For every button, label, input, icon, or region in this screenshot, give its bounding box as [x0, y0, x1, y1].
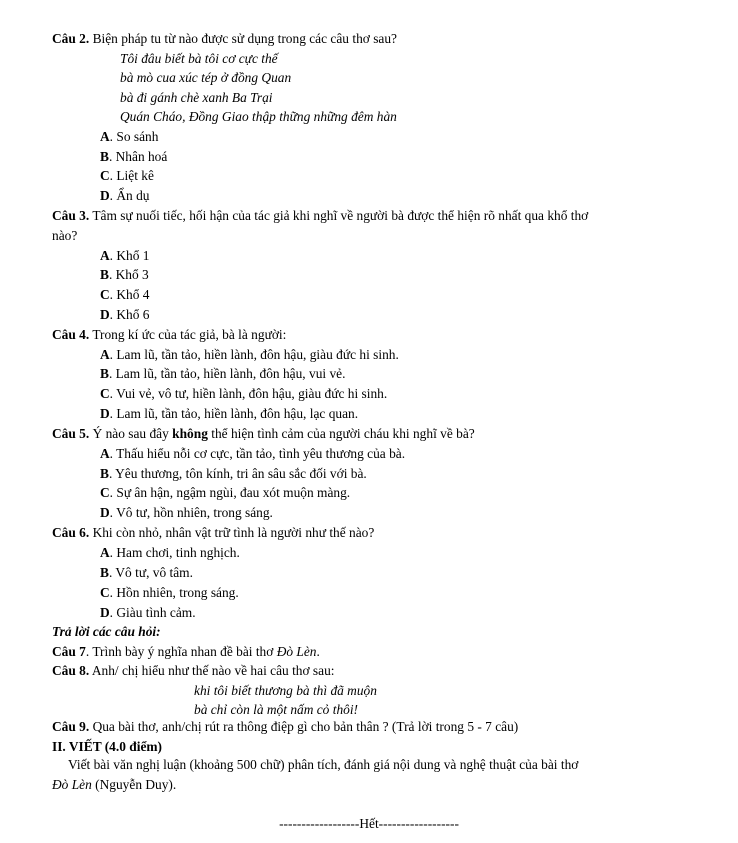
option-letter: A — [100, 545, 110, 560]
answer-option — [100, 504, 273, 522]
option-text: . Khổ 1 — [109, 248, 150, 263]
option-text: . Hồn nhiên, trong sáng. — [109, 585, 239, 600]
question-2 — [52, 30, 397, 48]
answer-option — [100, 405, 358, 423]
question-text: thể hiện tình cảm của người cháu khi nghĩ về bà? — [207, 426, 475, 441]
option-letter: B — [100, 366, 109, 381]
end-marker: ------------------Hết------------------ — [279, 816, 459, 831]
option-letter: D — [100, 188, 110, 203]
option-letter: A — [100, 347, 110, 362]
option-letter: B — [100, 149, 109, 164]
option-text: . Lam lũ, tần tảo, hiền lành, đôn hậu, giàu đức hi sinh. — [109, 347, 399, 362]
option-letter: A — [100, 248, 110, 263]
question-text: Anh/ chị hiểu như thế nào về hai câu thơ sau: — [89, 663, 335, 678]
question-text: Tâm sự nuối tiếc, hối hận của tác giả khi nghĩ về người bà được thể hiện rõ nhất qua khổ thơ — [89, 208, 589, 223]
question-text: Biện pháp tu từ nào được sử dụng trong các câu thơ sau? — [89, 31, 397, 46]
question-label: Câu 9. — [52, 719, 90, 734]
option-letter: A — [100, 446, 110, 461]
option-letter: A — [100, 129, 110, 144]
poem-line: bà mò cua xúc tép ở đồng Quan — [120, 70, 292, 85]
answer-option — [100, 148, 167, 166]
option-text: . Giàu tình cảm. — [109, 605, 196, 620]
question-label: Câu 5. — [52, 426, 90, 441]
question-label: Câu 2. — [52, 31, 90, 46]
option-text: . Ẩn dụ — [109, 188, 150, 203]
option-text: . Vô tư, hồn nhiên, trong sáng. — [109, 505, 273, 520]
option-text: . Lam lũ, tần tảo, hiền lành, đôn hậu, lạc quan. — [109, 406, 359, 421]
question-label: Câu 4. — [52, 327, 90, 342]
question-label: Câu 6. — [52, 525, 90, 540]
answer-option — [100, 385, 387, 403]
answer-option — [100, 465, 367, 483]
answer-option — [100, 167, 154, 185]
question-text: . Trình bày ý nghĩa nhan đề bài thơ — [85, 644, 277, 659]
question-5 — [52, 425, 475, 443]
option-text: . Sự ân hận, ngậm ngùi, đau xót muộn màng. — [109, 485, 351, 500]
option-text: . Lam lũ, tần tảo, hiền lành, đôn hậu, vui vẻ. — [108, 366, 346, 381]
poem-line: bà chỉ còn là một nấm cỏ thôi! — [194, 702, 359, 717]
emphasis-word: không — [172, 426, 208, 441]
option-letter: C — [100, 585, 110, 600]
answer-option — [100, 544, 240, 562]
option-letter: D — [100, 406, 110, 421]
question-text: Trong kí ức của tác giả, bà là người: — [89, 327, 287, 342]
question-6 — [52, 524, 374, 542]
question-text: Khi còn nhỏ, nhân vật trữ tình là người như thế nào? — [89, 525, 375, 540]
answer-option — [100, 247, 149, 265]
question-4 — [52, 326, 286, 344]
option-letter: C — [100, 485, 110, 500]
poem-line: Quán Cháo, Đồng Giao thập thững những đêm hàn — [120, 109, 397, 124]
answer-option — [100, 584, 239, 602]
writing-prompt: Viết bài văn nghị luận (khoảng 500 chữ) phân tích, đánh giá nội dung và nghệ thuật của bài thơ — [68, 757, 579, 772]
option-text: . Liệt kê — [109, 168, 154, 183]
writing-prompt-cont — [52, 776, 176, 794]
question-text: . — [316, 644, 320, 659]
answer-option — [100, 286, 149, 304]
question-text: Ý nào sau đây — [89, 426, 173, 441]
question-8 — [52, 662, 335, 680]
option-text: . Vô tư, vô tâm. — [108, 565, 193, 580]
option-text: . Khổ 3 — [108, 267, 149, 282]
option-letter: D — [100, 307, 110, 322]
option-letter: B — [100, 267, 109, 282]
section-heading-writing: II. VIẾT (4.0 điểm) — [52, 739, 162, 754]
option-text: . Thấu hiểu nỗi cơ cực, tần tảo, tình yêu thương của bà. — [109, 446, 406, 461]
answer-option — [100, 306, 149, 324]
section-heading: Trả lời các câu hỏi: — [52, 624, 161, 639]
poem-line: Tôi đâu biết bà tôi cơ cực thế — [120, 51, 278, 66]
answer-option — [100, 365, 345, 383]
option-letter: D — [100, 605, 110, 620]
answer-option — [100, 564, 193, 582]
option-letter: C — [100, 287, 110, 302]
answer-option — [100, 604, 196, 622]
poem-title: Đò Lèn — [52, 777, 92, 792]
option-text: . Khổ 6 — [109, 307, 150, 322]
option-text: . So sánh — [109, 129, 159, 144]
question-text-continued: nào? — [52, 228, 78, 243]
answer-option — [100, 346, 399, 364]
poem-line: bà đi gánh chè xanh Ba Trại — [120, 90, 273, 105]
question-9 — [52, 718, 518, 736]
option-letter: C — [100, 386, 110, 401]
answer-option — [100, 445, 405, 463]
answer-option — [100, 128, 158, 146]
answer-option — [100, 266, 149, 284]
option-letter: C — [100, 168, 110, 183]
question-text: Qua bài thơ, anh/chị rút ra thông điệp gì cho bản thân ? (Trả lời trong 5 - 7 câu) — [89, 719, 519, 734]
poem-line: khi tôi biết thương bà thì đã muộn — [194, 683, 377, 698]
question-3 — [52, 207, 588, 225]
answer-option — [100, 484, 350, 502]
option-letter: B — [100, 466, 109, 481]
option-text: . Khổ 4 — [109, 287, 150, 302]
option-letter: B — [100, 565, 109, 580]
question-label: Câu 8. — [52, 663, 90, 678]
poem-title: Đò Lèn — [276, 644, 317, 659]
option-text: . Yêu thương, tôn kính, tri ân sâu sắc đối với bà. — [108, 466, 367, 481]
question-7 — [52, 643, 320, 661]
question-label: Câu 7 — [52, 644, 86, 659]
option-text: . Ham chơi, tinh nghịch. — [109, 545, 240, 560]
question-label: Câu 3. — [52, 208, 90, 223]
author: (Nguyễn Duy). — [91, 777, 177, 792]
option-text: . Nhân hoá — [108, 149, 168, 164]
answer-option — [100, 187, 149, 205]
option-letter: D — [100, 505, 110, 520]
option-text: . Vui vẻ, vô tư, hiền lành, đôn hậu, giàu đức hi sinh. — [109, 386, 388, 401]
